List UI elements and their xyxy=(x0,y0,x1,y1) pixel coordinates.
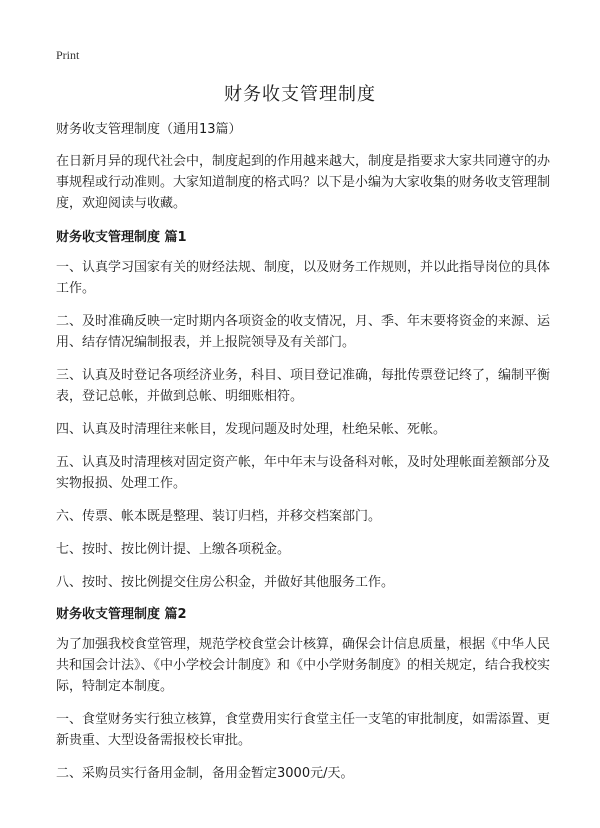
section-paragraph: 一、食堂财务实行独立核算，食堂费用实行食堂主任一支笔的审批制度，如需添置、更新贵重、大型设备需报校长审批。 xyxy=(56,712,551,748)
section-paragraph: 三、认真及时登记各项经济业务，科目、项目登记准确，每批传票登记终了，编制平衡表，登记总帐，并做到总帐、明细账相符。 xyxy=(56,368,551,404)
intro-paragraph: 在日新月异的现代社会中，制度起到的作用越来越大，制度是指要求大家共同遵守的办事规程或行动准则。大家知道制度的格式吗？以下是小编为大家收集的财务收支管理制度，欢迎阅读与收藏。 xyxy=(56,154,551,211)
section-paragraph: 为了加强我校食堂管理，规范学校食堂会计核算，确保会计信息质量，根据《中华人民共和国会计法》、《中小学校会计制度》和《中小学财务制度》的相关规定，结合我校实际，特制定本制度。 xyxy=(56,637,551,694)
page-title: 财务收支管理制度 xyxy=(224,84,376,105)
section-heading: 财务收支管理制度 篇2 xyxy=(56,607,187,622)
section-heading: 财务收支管理制度 篇1 xyxy=(56,230,187,245)
document-body xyxy=(56,120,550,796)
section-paragraph: 一、认真学习国家有关的财经法规、制度，以及财务工作规则，并以此指导岗位的具体工作。 xyxy=(56,260,551,296)
section-paragraph: 五、认真及时清理核对固定资产帐，年中年末与设备科对帐，及时处理帐面差额部分及实物报损、处理工作。 xyxy=(56,455,551,491)
section-paragraph: 六、传票、帐本既是整理、装订归档，并移交档案部门。 xyxy=(56,509,382,524)
section-2 xyxy=(56,605,550,784)
section-1 xyxy=(56,228,550,593)
document-subtitle: 财务收支管理制度（通用13篇） xyxy=(56,122,242,137)
print-label[interactable]: Print xyxy=(56,48,80,62)
section-paragraph: 八、按时、按比例提交住房公积金，并做好其他服务工作。 xyxy=(56,575,395,590)
section-paragraph: 二、及时准确反映一定时期内各项资金的收支情况，月、季、年末要将资金的来源、运用、结存情况编制报表，并上报院领导及有关部门。 xyxy=(56,314,551,350)
section-paragraph: 七、按时、按比例计提、上缴各项税金。 xyxy=(56,542,291,557)
section-paragraph: 二、采购员实行备用金制，备用金暂定3000元/天。 xyxy=(56,766,354,781)
section-paragraph: 四、认真及时清理往来帐目，发现问题及时处理，杜绝呆帐、死帐。 xyxy=(56,422,447,437)
